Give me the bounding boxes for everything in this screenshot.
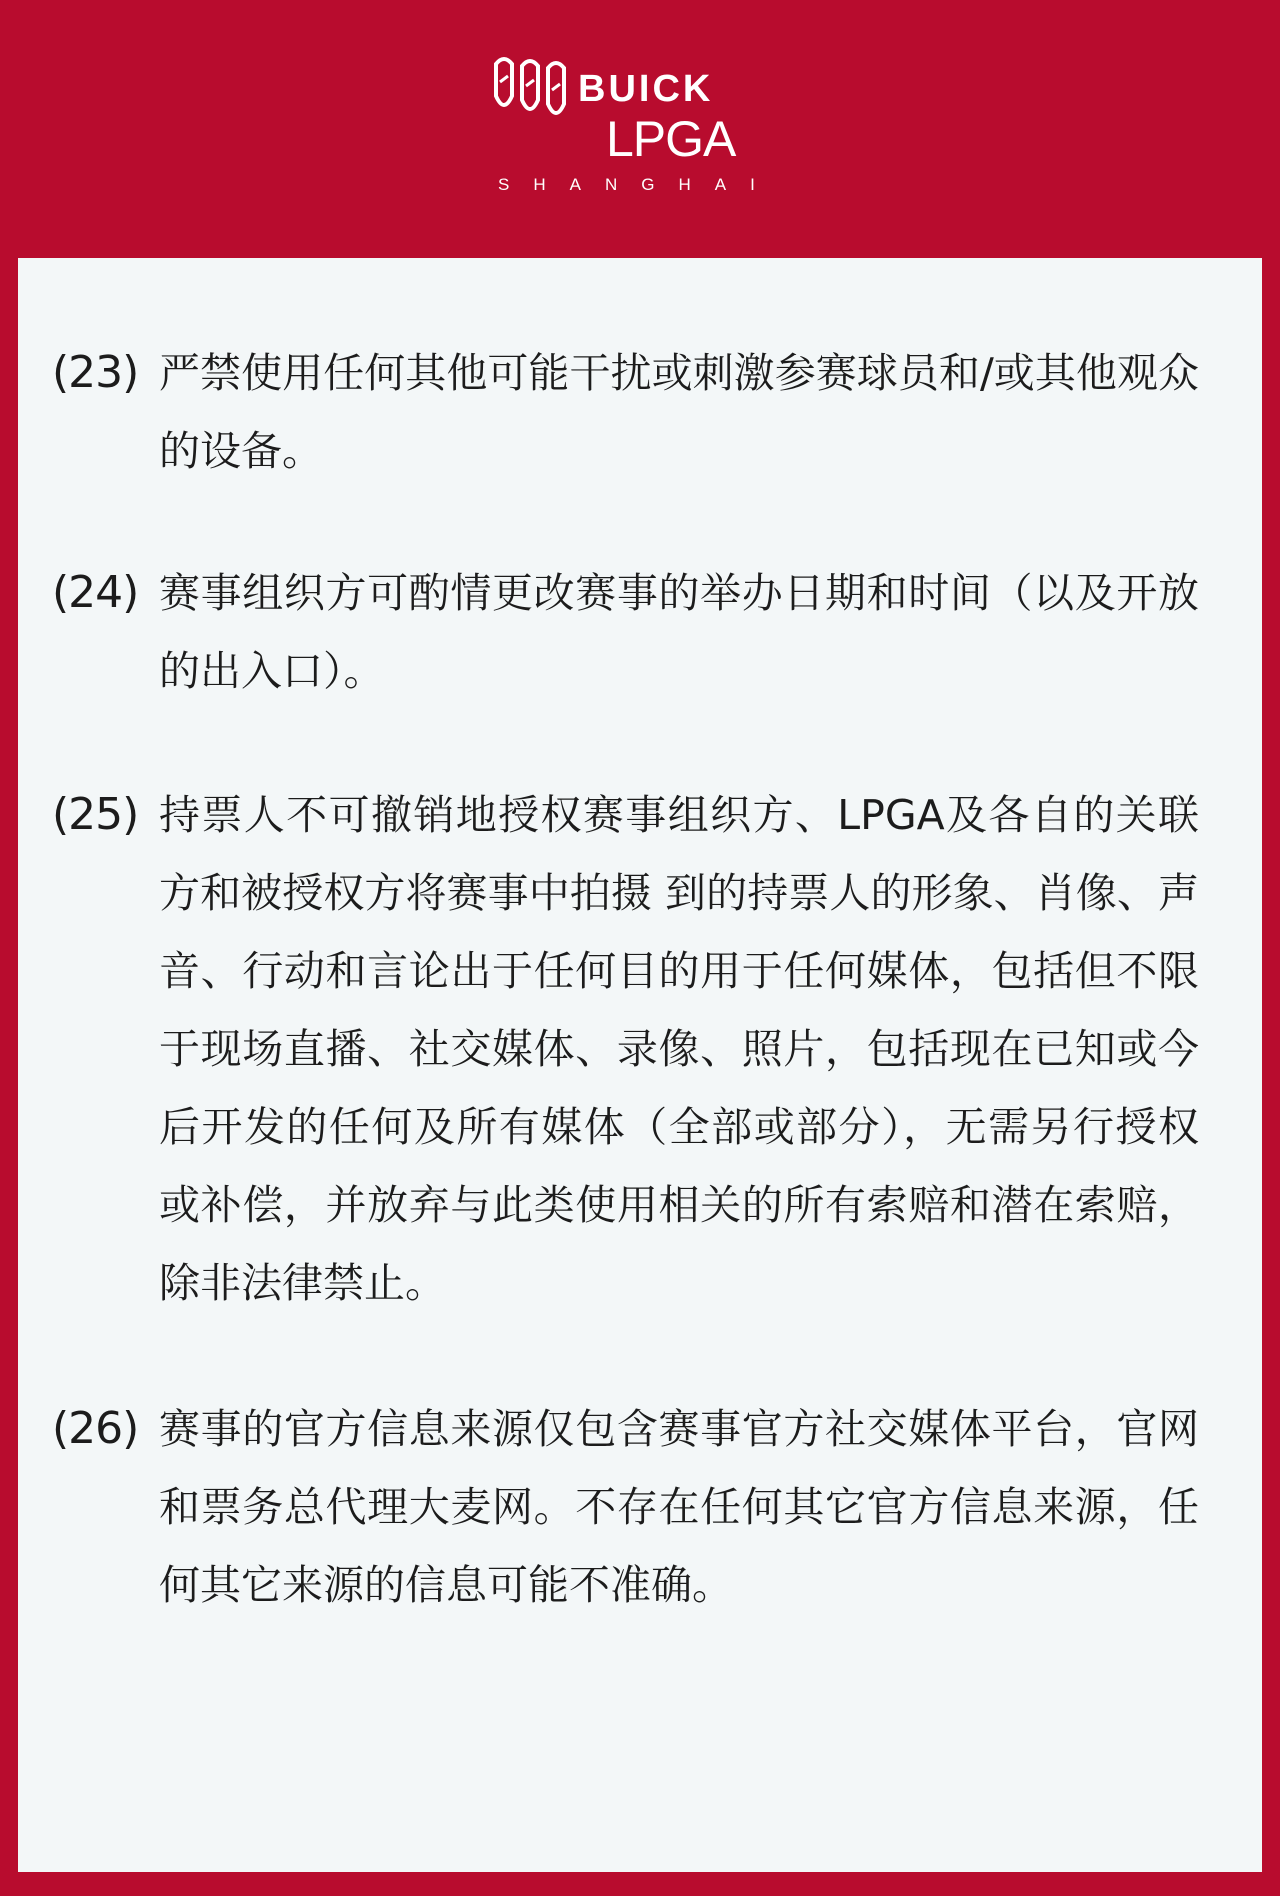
tri-shield-icon [490,52,580,126]
event-name: LPGA [606,111,736,167]
rule-number: (25) [52,789,139,840]
rule-number: (26) [52,1403,139,1454]
rule-text: 赛事的官方信息来源仅包含赛事官方社交媒体平台，官网和票务总代理大麦网。不存在任何其它官方信息来源，任何其它来源的信息可能不准确。 [159,1405,1199,1609]
rule-number: (24) [52,567,139,618]
brand-name: BUICK [578,68,714,110]
rule-text: 严禁使用任何其他可能干扰或刺激参赛球员和/或其他观众的设备。 [159,349,1199,475]
rule-text: 持票人不可撤销地授权赛事组织方、LPGA及各自的关联方和被授权方将赛事中拍摄 到的持票人的形象、肖像、声音、行动和言论出于任何目的用于任何媒体，包括但不限于现场直播、社交媒体、录像、照片，包括现在已知或今后开发的任何及所有媒体（全部或部分），无需另行授权或补偿，并放弃与此类使用相关的所有索赔和潜在索赔，除非法律禁止。 [159,791,1199,1307]
city-name: SHANGHAI [498,175,779,194]
rule-text: 赛事组织方可酌情更改赛事的举办日期和时间（以及开放的出入口）。 [159,569,1199,695]
rule-number: (23) [52,347,139,398]
header-banner [0,0,1280,258]
buick-lpga-shanghai-logo [490,52,800,202]
